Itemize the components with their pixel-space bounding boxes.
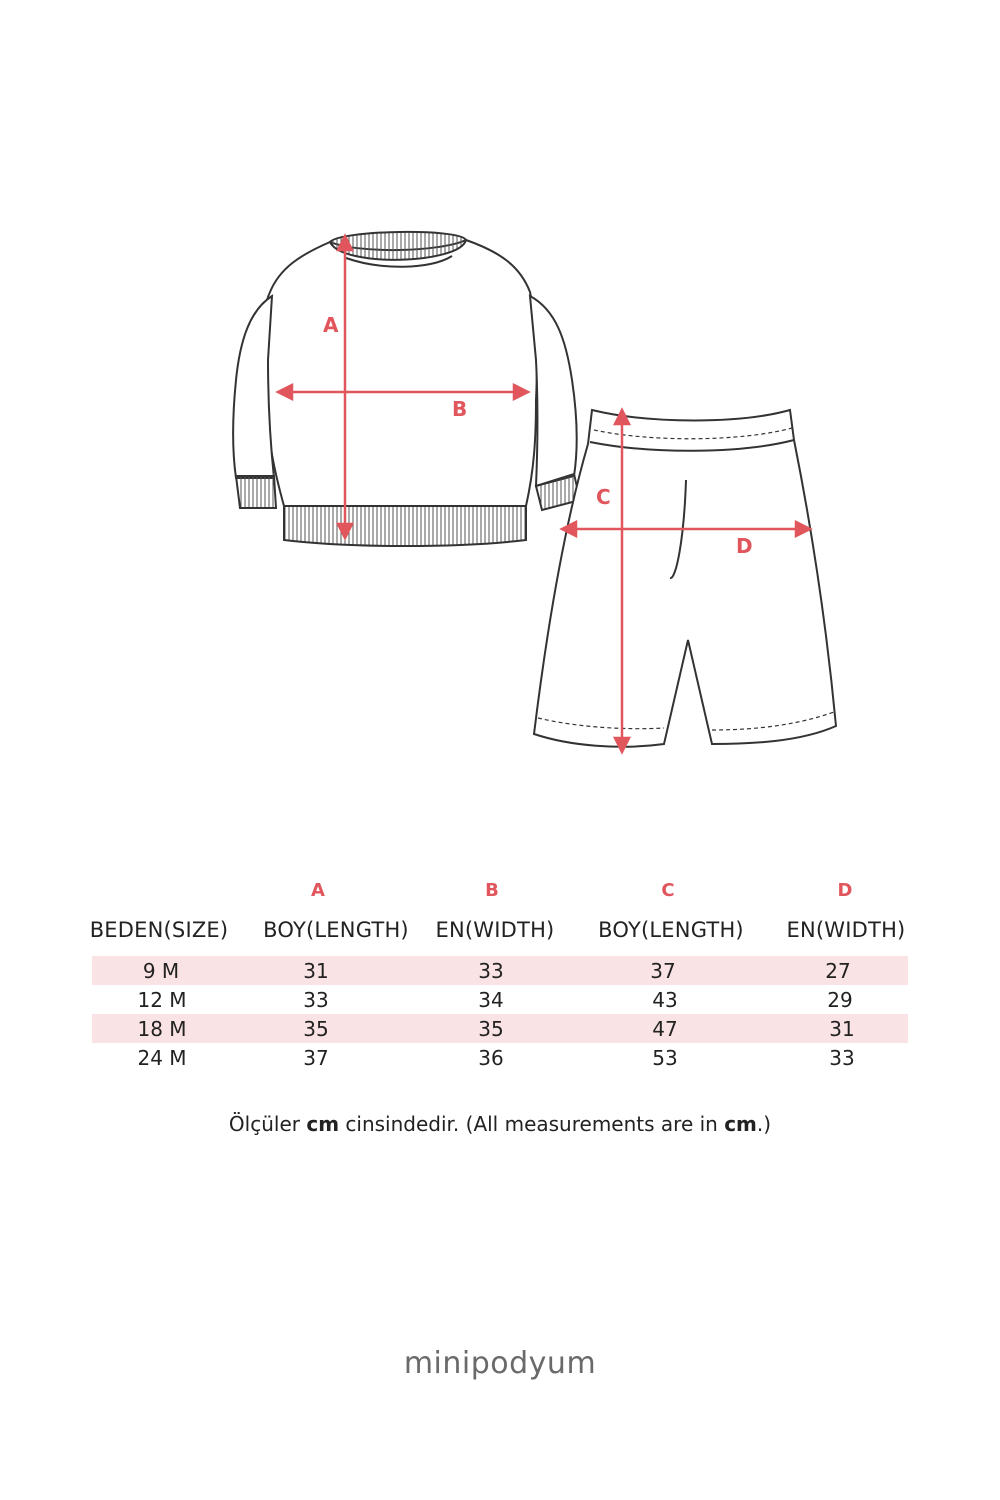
note-text-1: Ölçüler: [228, 1112, 307, 1136]
cell-c: 43: [652, 988, 678, 1012]
cell-d: 27: [825, 959, 851, 983]
cell-c: 37: [650, 959, 676, 983]
table-header: [0, 918, 1000, 948]
measurement-letters: [0, 880, 1000, 906]
cell-d: 31: [829, 1017, 855, 1041]
note-unit-1: cm: [306, 1112, 340, 1136]
shorts-drawing: [534, 410, 836, 747]
cell-d: 33: [829, 1046, 855, 1070]
label-a: A: [323, 313, 339, 337]
cell-size: 12 M: [137, 988, 187, 1012]
cell-c: 47: [652, 1017, 678, 1041]
cell-a: 33: [303, 988, 329, 1012]
table-row: [92, 1043, 908, 1072]
cell-d: 29: [827, 988, 853, 1012]
letter-d: D: [837, 880, 853, 901]
note-text-2: cinsindedir. (All measurements are in: [339, 1112, 725, 1136]
cell-size: 24 M: [137, 1046, 187, 1070]
label-c: C: [596, 485, 611, 509]
note-text-3: .): [756, 1112, 772, 1136]
table-row: [92, 985, 908, 1014]
cell-c: 53: [652, 1046, 678, 1070]
table-row: [92, 956, 908, 985]
cell-b: 36: [478, 1046, 504, 1070]
header-top-length: BOY(LENGTH): [263, 918, 409, 942]
note-unit-2: cm: [724, 1112, 757, 1136]
header-bottom-width: EN(WIDTH): [786, 918, 906, 942]
letter-a: A: [311, 880, 325, 901]
cell-b: 34: [478, 988, 504, 1012]
cell-a: 37: [303, 1046, 329, 1070]
cell-a: 35: [303, 1017, 329, 1041]
measurement-note: [0, 1112, 1000, 1136]
header-bottom-length: BOY(LENGTH): [598, 918, 744, 942]
cell-a: 31: [303, 959, 329, 983]
cell-size: 18 M: [137, 1017, 187, 1041]
label-d: D: [736, 534, 753, 558]
table-body: [92, 956, 908, 1072]
label-b: B: [452, 397, 468, 421]
header-top-width: EN(WIDTH): [435, 918, 555, 942]
letter-c: C: [661, 880, 675, 901]
cell-size: 9 M: [142, 959, 180, 983]
cell-b: 35: [478, 1017, 504, 1041]
cell-b: 33: [478, 959, 504, 983]
table-row: [92, 1014, 908, 1043]
letter-b: B: [485, 880, 499, 901]
header-size: BEDEN(SIZE): [89, 918, 229, 942]
brand-logo: minipodyum: [403, 1346, 597, 1381]
